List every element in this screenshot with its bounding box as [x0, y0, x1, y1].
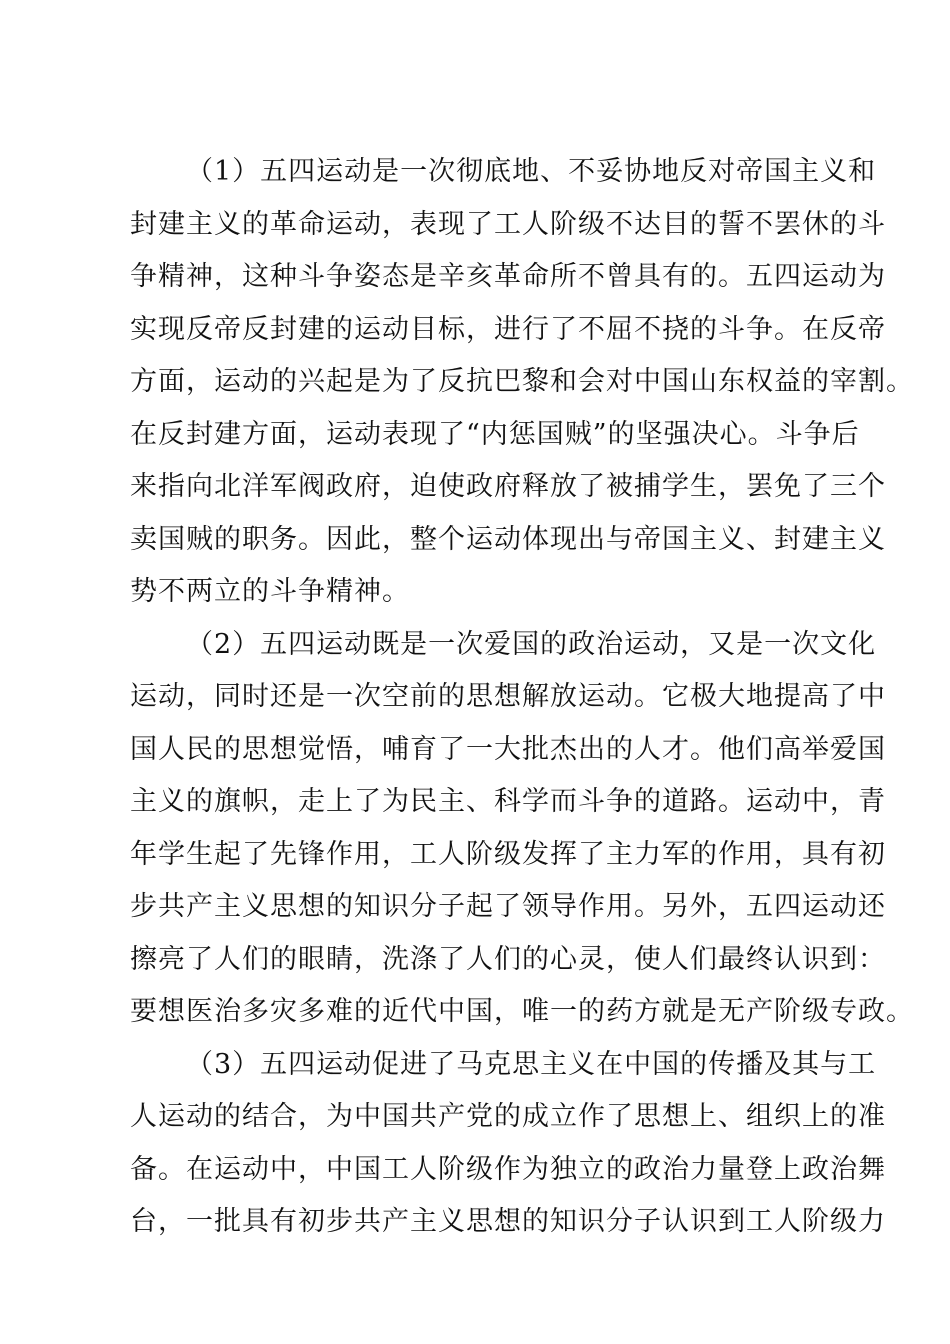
paragraph-line: 擦亮了人们的眼睛，洗涤了人们的心灵，使人们最终认识到： — [130, 944, 886, 975]
paragraph-line: 封建主义的革命运动，表现了工人阶级不达目的誓不罢休的斗 — [130, 209, 886, 240]
paragraph-line: 台，一批具有初步共产主义思想的知识分子认识到工人阶级力 — [130, 1206, 886, 1237]
paragraph-line: 国人民的思想觉悟，哺育了一大批杰出的人才。他们高举爱国 — [130, 734, 886, 765]
paragraph-line: 争精神，这种斗争姿态是辛亥革命所不曾具有的。五四运动为 — [130, 261, 886, 292]
paragraph-line: 方面，运动的兴起是为了反抗巴黎和会对中国山东权益的宰割。 — [130, 366, 914, 397]
paragraph-line: 势不两立的斗争精神。 — [130, 576, 410, 607]
paragraph-line: 实现反帝反封建的运动目标，进行了不屈不挠的斗争。在反帝 — [130, 314, 886, 345]
paragraph-line: 运动，同时还是一次空前的思想解放运动。它极大地提高了中 — [130, 681, 886, 712]
paragraph-line: 步共产主义思想的知识分子起了领导作用。另外，五四运动还 — [130, 891, 886, 922]
paragraph-line: （2）五四运动既是一次爱国的政治运动，又是一次文化 — [186, 629, 877, 660]
paragraph-line: 年学生起了先锋作用，工人阶级发挥了主力军的作用，具有初 — [130, 839, 886, 870]
paragraph-line: （1）五四运动是一次彻底地、不妥协地反对帝国主义和 — [186, 156, 877, 187]
paragraph-line: 备。在运动中，中国工人阶级作为独立的政治力量登上政治舞 — [130, 1154, 886, 1185]
paragraph-line: 要想医治多灾多难的近代中国，唯一的药方就是无产阶级专政。 — [130, 996, 914, 1027]
paragraph-line: （3）五四运动促进了马克思主义在中国的传播及其与工 — [186, 1049, 877, 1080]
paragraph-line: 在反封建方面，运动表现了“内惩国贼”的坚强决心。斗争后 — [130, 419, 860, 450]
paragraph-line: 主义的旗帜，走上了为民主、科学而斗争的道路。运动中，青 — [130, 786, 886, 817]
paragraph-line: 卖国贼的职务。因此，整个运动体现出与帝国主义、封建主义 — [130, 524, 886, 555]
paragraph-line: 人运动的结合，为中国共产党的成立作了思想上、组织上的准 — [130, 1101, 886, 1132]
paragraph-line: 来指向北洋军阀政府，迫使政府释放了被捕学生，罢免了三个 — [130, 471, 886, 502]
